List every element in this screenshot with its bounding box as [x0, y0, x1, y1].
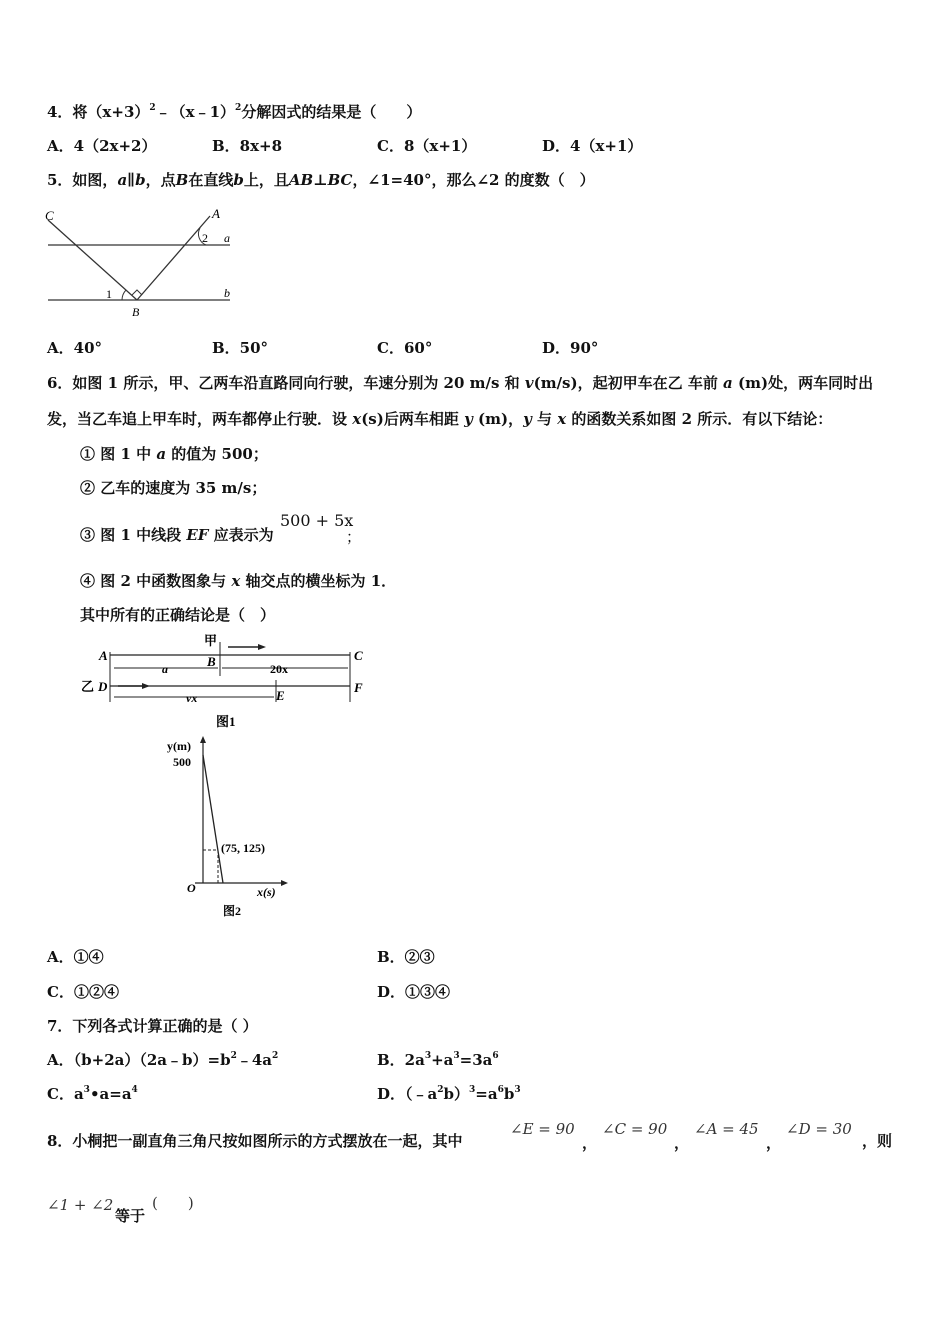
- label-e: E: [276, 688, 285, 703]
- label-b-line: b: [224, 286, 230, 300]
- q8-stem: 8．小桐把一副直角三角尺按如图所示的方式摆放在一起，其中: [47, 1132, 463, 1150]
- q4-option-a: A．4（2x+2）: [47, 137, 157, 155]
- q8-angle-d: ∠D = 30: [786, 1120, 852, 1138]
- label-2: 2: [202, 231, 208, 245]
- q5-stem: 5．如图，a∥b，点B在直线b上，且AB⊥BC，∠1=40°，那么∠2 的度数（ ）: [47, 171, 595, 189]
- origin-label: O: [187, 881, 196, 895]
- q7-option-a: A．$(b+2a)(2a﹣b)=b^2﹣4a^2$: [47, 1051, 279, 1069]
- q7-option-b: B．$2a^3+a^3=3a^6$: [377, 1051, 499, 1069]
- q8-angle-a: ∠A = 45: [694, 1120, 759, 1138]
- q5-option-a: A．40°: [47, 339, 103, 357]
- q8-tail: ，则: [862, 1132, 893, 1150]
- x-axis-label: x(s): [257, 885, 276, 899]
- label-dist-a: a: [162, 662, 168, 676]
- x-axis-arrow: [281, 880, 288, 886]
- car-yi-arrowhead: [142, 683, 150, 689]
- q6-figure-2: [165, 733, 295, 923]
- y-500-label: 500: [173, 755, 191, 769]
- q6-conclusion-1: ① 图 1 中 a 的值为 500；: [80, 445, 268, 463]
- q6-option-d: D．①③④: [377, 983, 451, 1001]
- label-a-line: a: [224, 231, 230, 245]
- q7-stem: 7．下列各式计算正确的是（ ）: [47, 1017, 258, 1035]
- q5-figure: [40, 204, 240, 322]
- label-b: B: [207, 654, 216, 669]
- point-label: (75, 125): [221, 841, 265, 855]
- label-a-point: A: [212, 206, 220, 221]
- q5-option-d: D．90°: [542, 339, 599, 357]
- label-jia: 甲: [204, 633, 218, 648]
- q8-sum-expression: ∠1 + ∠2: [47, 1196, 114, 1214]
- q6-conclusion-3: ③ 图 1 中线段 EF 应表示为: [80, 526, 274, 544]
- q6-option-a: A．①④: [47, 948, 104, 966]
- right-angle-mark: [132, 290, 142, 295]
- q6-option-c: C．①②④: [47, 983, 119, 1001]
- q8-answer-paren: ( ): [152, 1194, 194, 1212]
- q7-option-d: D．$(﹣a^2b)^3=a^6b^3$: [377, 1085, 521, 1103]
- label-a: A: [99, 648, 108, 663]
- q4-option-b: B．8x+8: [212, 137, 283, 155]
- fig2-caption: 图2: [223, 904, 242, 918]
- q6-question: 其中所有的正确结论是（ ）: [80, 606, 276, 624]
- q6-option-b: B．②③: [377, 948, 435, 966]
- y-axis-arrow: [200, 736, 206, 743]
- label-20x: 20x: [270, 662, 288, 676]
- segment-ba: [137, 216, 210, 300]
- q5-option-b: B．50°: [212, 339, 269, 357]
- q7-option-c: C．$a^3•a=a^4$: [47, 1085, 138, 1103]
- q6-conclusion-4: ④ 图 2 中函数图象与 x 轴交点的横坐标为 1．: [80, 572, 397, 590]
- label-b-point: B: [132, 305, 140, 319]
- label-d: D: [98, 679, 108, 694]
- q4-option-d: D．4（x+1）: [542, 137, 643, 155]
- q8-angle-c: ∠C = 90: [602, 1120, 668, 1138]
- q8-equals-text: 等于: [115, 1207, 146, 1225]
- fig1-caption: 图1: [216, 714, 236, 729]
- q6-figure-1: [78, 632, 378, 732]
- label-f: F: [354, 680, 363, 695]
- label-c: C: [354, 648, 363, 663]
- label-yi: 乙: [81, 679, 95, 694]
- segment-cb: [48, 220, 137, 300]
- q4-option-c: C．8（x+1）: [377, 137, 477, 155]
- y-axis-label: y(m): [167, 739, 191, 753]
- q6-ef-expression: 500 + 5x: [280, 511, 354, 530]
- angle-1-arc: [122, 290, 126, 300]
- car-jia-arrowhead: [258, 644, 266, 650]
- q6-stem-line2: 发，当乙车追上甲车时，两车都停止行驶．设 x(s)后两车相距 y (m)，y 与 x 的函数关系如图 2 所示．有以下结论：: [47, 410, 833, 428]
- q8-sep-3: ，: [766, 1134, 782, 1152]
- q6-conclusion-3-end: ；: [346, 528, 362, 546]
- q6-stem-line1: 6．如图 1 所示，甲、乙两车沿直路同向行驶，车速分别为 20 m/s 和 v(m/s)，起初甲车在乙 车前 a (m)处，两车同时出: [47, 374, 874, 392]
- q8-sep-2: ，: [674, 1134, 690, 1152]
- q4-stem: 4．将$(x+3)^2﹣(x﹣1)^2$分解因式的结果是（ ）: [47, 103, 422, 121]
- label-1: 1: [106, 287, 112, 301]
- graph-line: [203, 755, 223, 883]
- q8-sep-1: ，: [582, 1134, 598, 1152]
- label-c: C: [45, 208, 54, 223]
- q5-option-c: C．60°: [377, 339, 433, 357]
- q8-angle-e: ∠E = 90: [510, 1120, 575, 1138]
- label-vx: vx: [186, 691, 198, 705]
- q6-conclusion-2: ② 乙车的速度为 35 m/s；: [80, 479, 267, 497]
